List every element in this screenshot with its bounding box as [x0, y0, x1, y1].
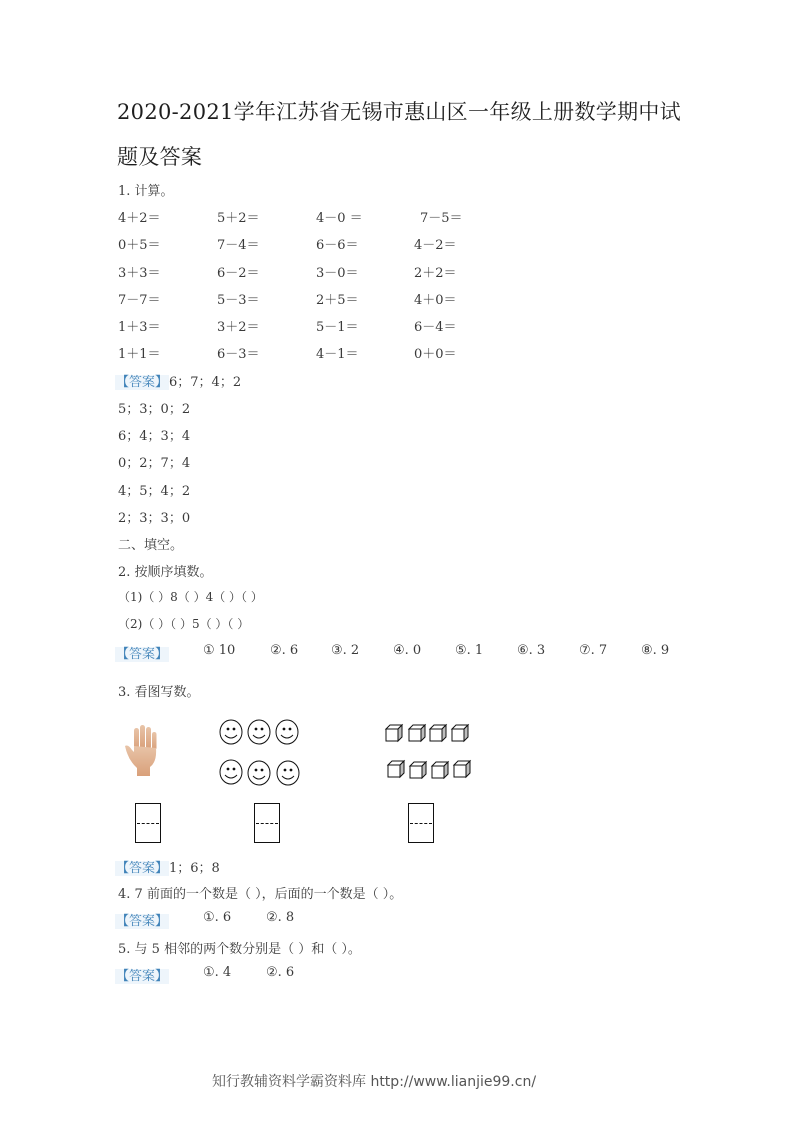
answer-label: 【答案】	[116, 914, 169, 929]
equation: 5－3＝	[217, 293, 260, 308]
equation: 0＋0＝	[414, 347, 457, 362]
equation: 0＋5＝	[118, 238, 161, 253]
q1-answer-line: 4；5；4；2	[118, 484, 191, 499]
equation: 7－4＝	[217, 238, 260, 253]
dashed-line	[410, 823, 432, 824]
q1-answer-line: 2；3；3；0	[118, 511, 191, 526]
q2-heading: 2. 按顺序填数。	[118, 565, 213, 580]
answer-box-hand[interactable]	[135, 803, 161, 843]
equation: 6－4＝	[414, 320, 457, 335]
answer-item: ⑦. 7	[579, 643, 608, 658]
answer-item: ① 10	[203, 643, 236, 658]
answer-item: ④. 0	[393, 643, 422, 658]
answer-item: ②. 6	[266, 965, 295, 980]
equation: 6－3＝	[217, 347, 260, 362]
cube-icon	[384, 723, 476, 779]
q2-sequence-2: （2)（ ）（ ）5（ ）（ ）	[118, 617, 250, 631]
q2-answer	[115, 643, 169, 662]
smiley-face-icon	[218, 718, 304, 788]
answer-label: 【答案】	[116, 647, 169, 662]
document-title-line-1: 2020-2021学年江苏省无锡市惠山区一年级上册数学期中试	[117, 100, 681, 124]
answer-item: ①. 4	[203, 965, 232, 980]
answer-item: ①. 6	[203, 910, 232, 925]
answer-label: 【答案】	[116, 861, 169, 876]
q3-heading: 3. 看图写数。	[118, 685, 200, 700]
equation: 3＋3＝	[118, 266, 161, 281]
equation: 5－1＝	[316, 320, 359, 335]
q1-heading: 1. 计算。	[118, 184, 174, 199]
equation: 1＋3＝	[118, 320, 161, 335]
equation: 2＋2＝	[414, 266, 457, 281]
footer-watermark: 知行教辅资料学霸资料库 http://www.lianjie99.cn/	[212, 1074, 537, 1090]
equation: 6－6＝	[316, 238, 359, 253]
section-heading: 二、填空。	[118, 538, 184, 553]
q1-answer	[115, 371, 241, 390]
dashed-line	[256, 823, 278, 824]
answer-item: ⑥. 3	[517, 643, 546, 658]
equation: 4－0 ＝	[316, 211, 363, 226]
answer-item: ②. 8	[266, 910, 295, 925]
answer-item: ⑧. 9	[641, 643, 670, 658]
q5-question: 5. 与 5 相邻的两个数分别是（ ）和（ ）。	[118, 942, 361, 957]
equation: 5＋2＝	[217, 211, 260, 226]
q1-answer-line: 6；4；3；4	[118, 429, 191, 444]
q4-question: 4. 7 前面的一个数是（ ），后面的一个数是（ ）。	[118, 887, 403, 902]
answer-text: 1；6；8	[169, 861, 220, 876]
q1-answer-line: 5；3；0；2	[118, 402, 191, 417]
equation: 3－0＝	[316, 266, 359, 281]
hand-picture	[122, 722, 164, 778]
answer-label: 【答案】	[116, 375, 169, 390]
q3-answer	[115, 857, 220, 876]
equation: 4－2＝	[414, 238, 457, 253]
document-title-line-2: 题及答案	[117, 145, 203, 169]
answer-item: ③. 2	[331, 643, 360, 658]
answer-item: ②. 6	[270, 643, 299, 658]
equation: 6－2＝	[217, 266, 260, 281]
equation: 7－7＝	[118, 293, 161, 308]
q2-sequence-1: （1)（ ）8（ ）4（ ）（ ）	[118, 590, 263, 604]
dashed-line	[137, 823, 159, 824]
equation: 7－5＝	[420, 211, 463, 226]
equation: 4＋0＝	[414, 293, 457, 308]
answer-box-cubes[interactable]	[408, 803, 434, 843]
answer-box-smiley[interactable]	[254, 803, 280, 843]
answer-label: 【答案】	[116, 969, 169, 984]
answer-text: 6；7；4；2	[169, 375, 242, 390]
equation: 1＋1＝	[118, 347, 161, 362]
equation: 4－1＝	[316, 347, 359, 362]
q4-answer	[115, 910, 169, 929]
answer-item: ⑤. 1	[455, 643, 484, 658]
equation: 3＋2＝	[217, 320, 260, 335]
q1-answer-line: 0；2；7；4	[118, 456, 191, 471]
equation: 2＋5＝	[316, 293, 359, 308]
equation: 4＋2＝	[118, 211, 161, 226]
hand-icon	[122, 722, 164, 778]
q5-answer	[115, 965, 169, 984]
